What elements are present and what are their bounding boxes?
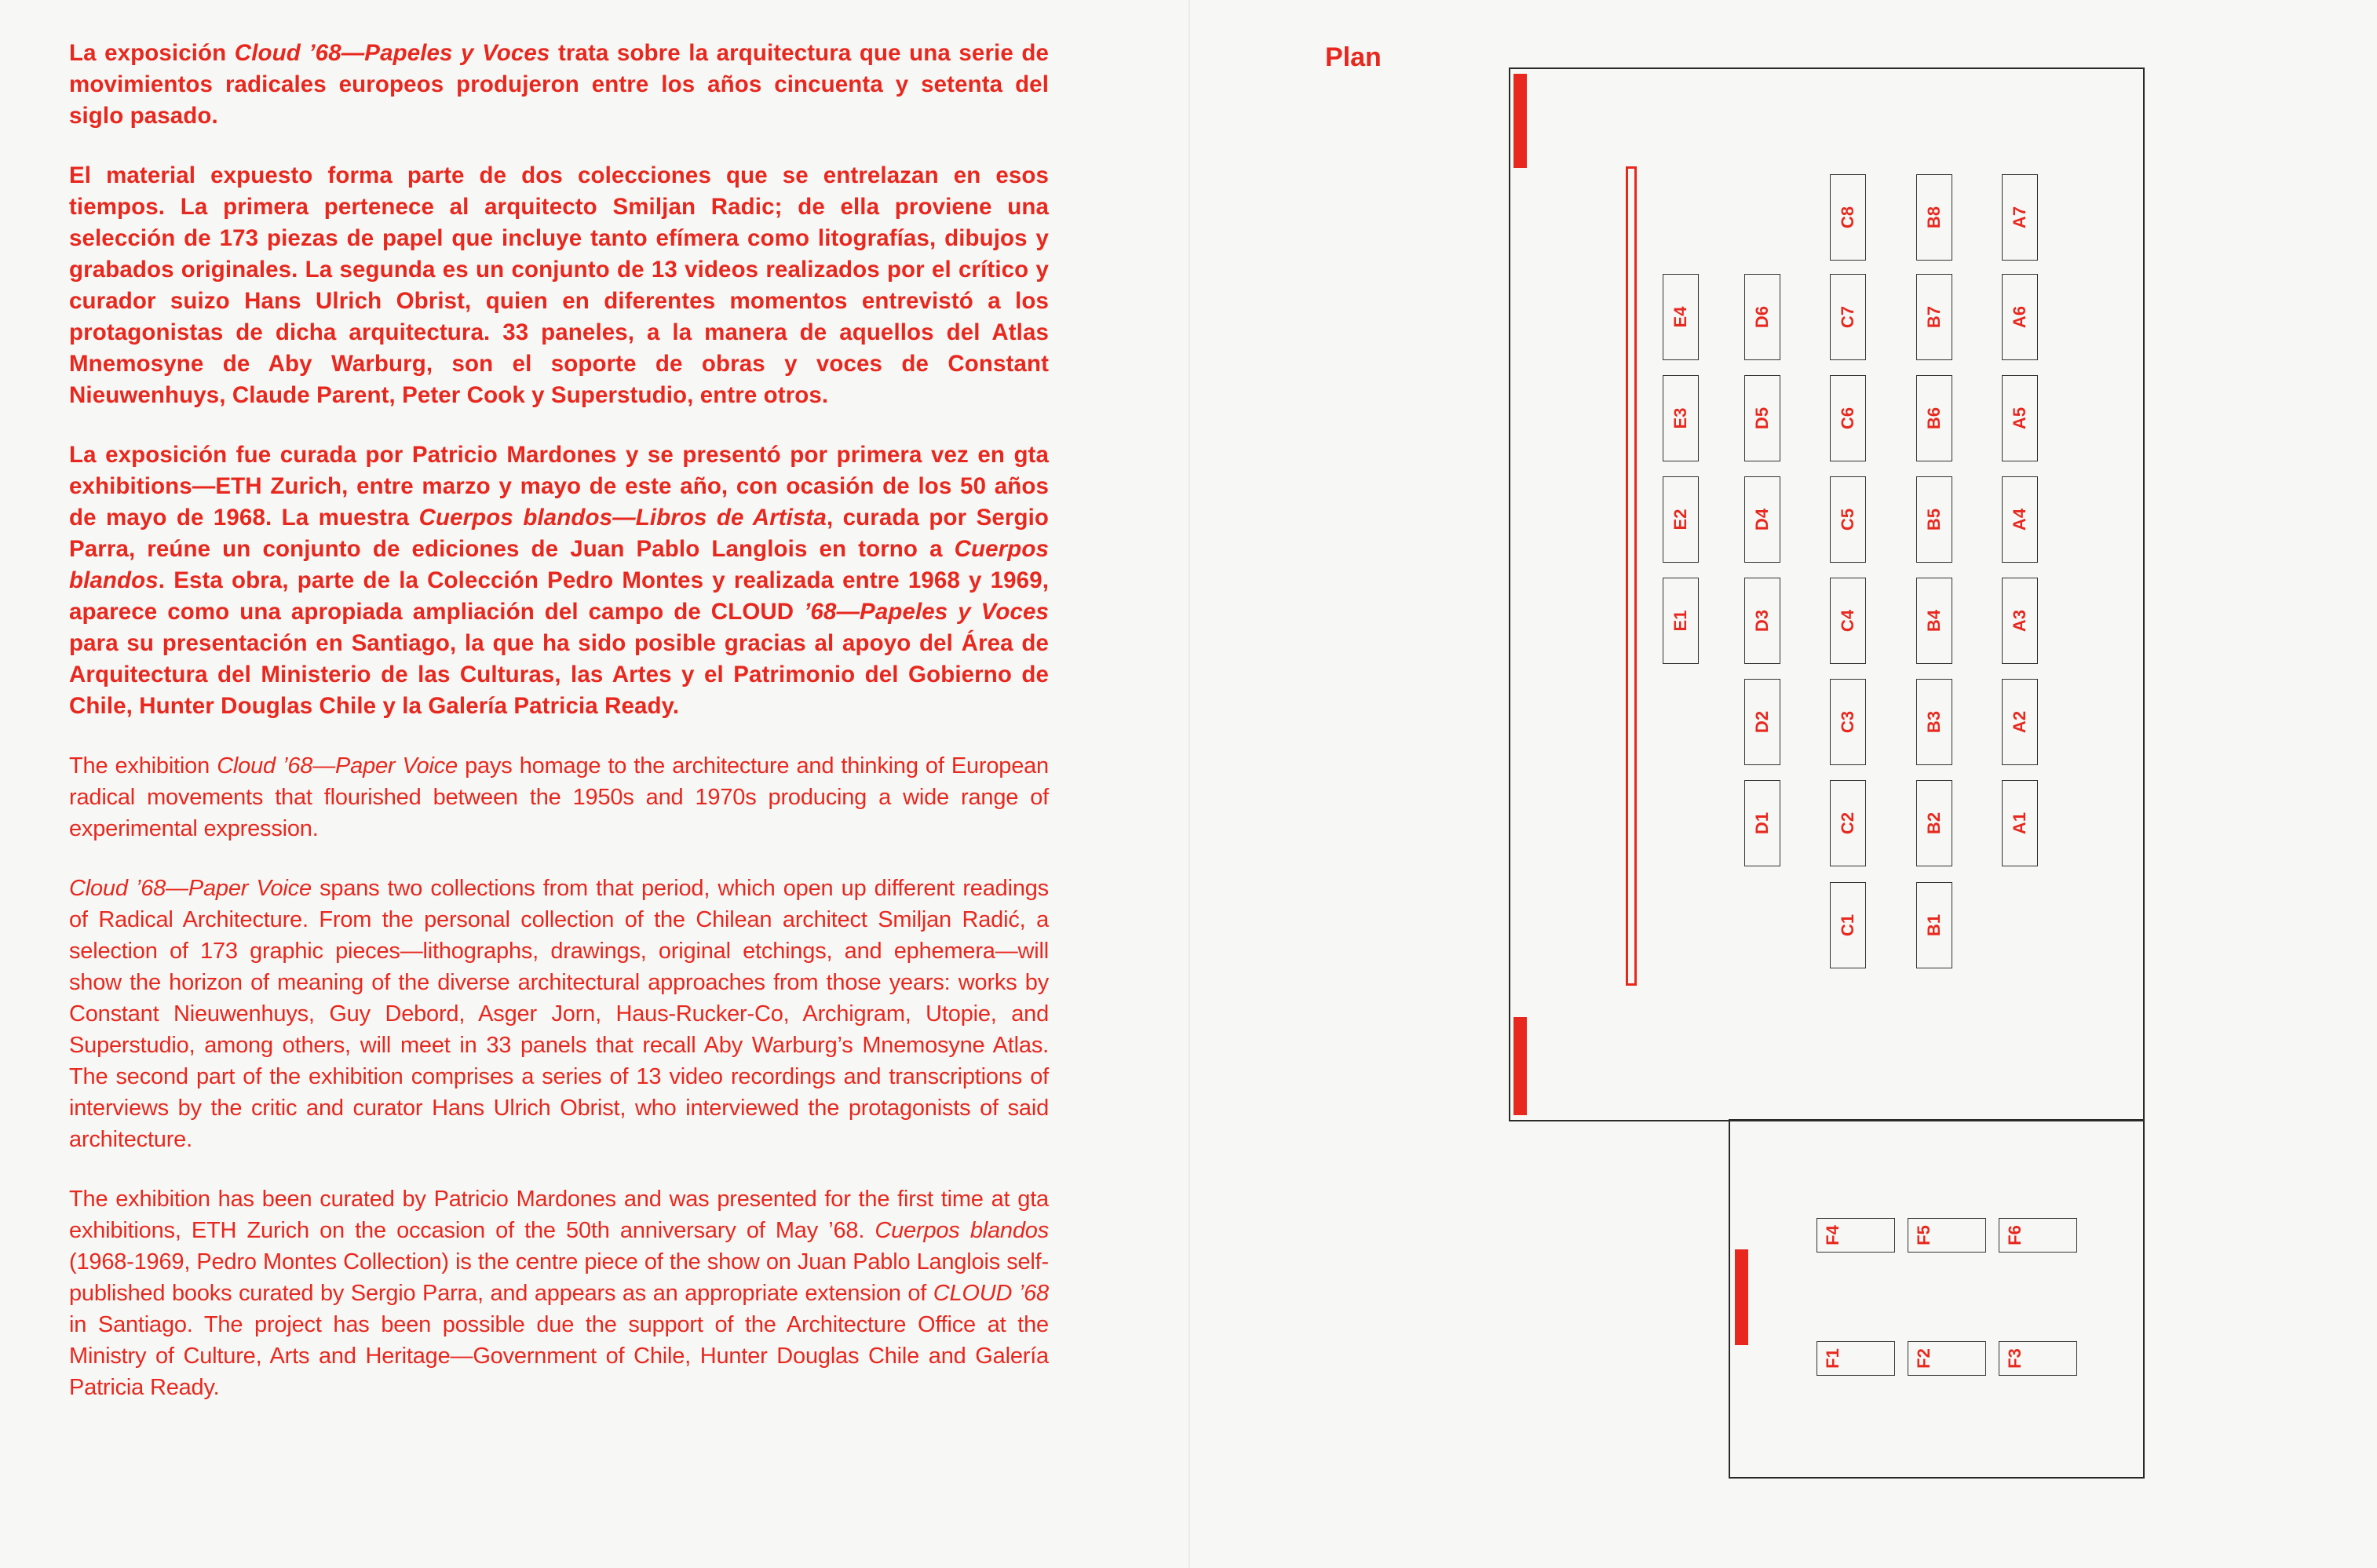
text-segment: The exhibition bbox=[69, 753, 217, 779]
panel-label: B3 bbox=[1924, 710, 1944, 734]
text-segment: Cuerpos blandos bbox=[69, 536, 1049, 593]
panel-label: D6 bbox=[1752, 305, 1772, 329]
panel-label: A1 bbox=[2010, 811, 2029, 835]
exhibit-panel bbox=[1663, 274, 1699, 360]
panel-label: C3 bbox=[1838, 710, 1857, 734]
panel-label: E2 bbox=[1670, 509, 1690, 531]
panel-label: A4 bbox=[2010, 508, 2029, 531]
panel-label: A2 bbox=[2010, 710, 2029, 734]
exhibit-panel bbox=[1916, 476, 1952, 563]
main-hall bbox=[1509, 67, 2145, 1121]
exhibit-panel bbox=[2002, 375, 2038, 461]
text-segment: Cuerpos blandos—Libros de Artista bbox=[418, 505, 827, 531]
exhibit-panel bbox=[1744, 274, 1780, 360]
text-segment: The exhibition has been curated by Patricio Mardones and was presented for the first time at gta exhibitions, ETH Zurich on the occasion of the 50th anniversary of May ’68. bbox=[69, 1187, 1049, 1243]
panel-label: C7 bbox=[1838, 305, 1857, 329]
exhibit-panel bbox=[1744, 780, 1780, 866]
text-segment: Cuerpos blandos bbox=[874, 1218, 1049, 1243]
text-segment: . Esta obra, parte de la Colección Pedro Montes y realizada entre 1968 y 1969, aparece como una apropiada ampliación del campo de CLOUD bbox=[69, 567, 1049, 625]
exhibit-panel bbox=[1916, 274, 1952, 360]
exhibit-panel bbox=[1830, 375, 1866, 461]
paragraph-en bbox=[69, 1183, 1049, 1403]
exhibit-panel bbox=[1916, 882, 1952, 968]
exhibit-panel bbox=[1908, 1341, 1986, 1376]
text-segment: pays homage to the architecture and thinking of European radical movements that flourished between the 1950s and 1970s producing a wide range of experimental expression. bbox=[69, 753, 1049, 841]
exhibit-panel bbox=[2002, 174, 2038, 261]
paragraph-es bbox=[69, 38, 1049, 132]
plan-title: Plan bbox=[1325, 42, 1382, 72]
panel-label: F6 bbox=[2005, 1225, 2025, 1245]
text-segment: La exposición fue curada por Patricio Mardones y se presentó por primera vez en gta exhibitions—ETH Zurich, entre marzo y mayo de este año, con ocasión de los 50 años de mayo de 1968. La muestra bbox=[69, 442, 1049, 531]
panel-label: D1 bbox=[1752, 811, 1772, 835]
paragraph-es bbox=[69, 439, 1049, 722]
paragraph-en bbox=[69, 750, 1049, 844]
panel-label: B7 bbox=[1924, 305, 1944, 329]
exhibit-panel bbox=[1830, 780, 1866, 866]
exhibit-panel bbox=[1830, 578, 1866, 664]
panel-label: D4 bbox=[1752, 508, 1772, 531]
exhibit-panel bbox=[1830, 476, 1866, 563]
exhibit-panel bbox=[2002, 578, 2038, 664]
panel-label: B2 bbox=[1924, 811, 1944, 835]
text-segment: para su presentación en Santiago, la que ha sido posible gracias al apoyo del Área de Arquitectura del Ministerio de las Culturas, las Artes y el Patrimonio del Gobierno de Chile, Hunter Douglas Chile y la Galería Patricia Ready. bbox=[69, 630, 1049, 719]
panel-label: B4 bbox=[1924, 609, 1944, 633]
fold-line bbox=[1188, 0, 1190, 1568]
panel-label: C8 bbox=[1838, 206, 1857, 229]
panel-label: A6 bbox=[2010, 305, 2029, 329]
exhibit-panel bbox=[1663, 476, 1699, 563]
exhibit-panel bbox=[1916, 780, 1952, 866]
exhibit-panel bbox=[1744, 578, 1780, 664]
exhibit-panel bbox=[1817, 1341, 1895, 1376]
exhibit-panel bbox=[2002, 274, 2038, 360]
panel-label: E3 bbox=[1670, 407, 1690, 429]
panel-label: D5 bbox=[1752, 407, 1772, 430]
side-room bbox=[1729, 1119, 2145, 1479]
exhibit-panel bbox=[2002, 780, 2038, 866]
panel-label: F5 bbox=[1914, 1225, 1933, 1245]
exhibit-panel bbox=[2002, 476, 2038, 563]
exhibit-panel bbox=[2002, 679, 2038, 765]
exhibit-panel bbox=[1916, 375, 1952, 461]
text-segment: La exposición bbox=[69, 40, 235, 66]
exhibit-panel bbox=[1999, 1341, 2077, 1376]
panel-label: F2 bbox=[1914, 1348, 1933, 1369]
exhibit-panel bbox=[1916, 578, 1952, 664]
text-column bbox=[69, 38, 1049, 1431]
panel-label: C6 bbox=[1838, 407, 1857, 430]
panel-label: B6 bbox=[1924, 407, 1944, 430]
panel-label: B5 bbox=[1924, 508, 1944, 531]
panel-label: B8 bbox=[1924, 206, 1944, 229]
exhibit-panel bbox=[1830, 274, 1866, 360]
panel-label: F3 bbox=[2005, 1348, 2025, 1369]
entrance-marker-bottom bbox=[1513, 1017, 1527, 1115]
panel-label: A5 bbox=[2010, 407, 2029, 430]
text-segment: in Santiago. The project has been possible due the support of the Architecture Office at the Ministry of Culture, Arts and Heritage—Government of Chile, Hunter Douglas Chile and Galería Patricia Ready. bbox=[69, 1312, 1049, 1400]
text-segment: Cloud ’68—Paper Voice bbox=[217, 753, 458, 779]
paragraph-en bbox=[69, 873, 1049, 1155]
text-segment: El material expuesto forma parte de dos colecciones que se entrelazan en esos tiempos. La primera pertenece al arquitecto Smiljan Radic; de ella proviene una selección de 173 piezas de papel que incluye tanto efímera como litografías, dibujos y grabados originales. La segunda es un conjunto de 13 videos realizados por el crítico y curador suizo Hans Ulrich Obrist, quien en diferentes momentos entrevistó a los protagonistas de dicha arquitectura. 33 paneles, a la manera de aquellos del Atlas Mnemosyne de Aby Warburg, son el soporte de obras y voces de Constant Nieuwenhuys, Claude Parent, Peter Cook y Superstudio, entre otros. bbox=[69, 162, 1049, 408]
exhibit-panel bbox=[1830, 882, 1866, 968]
text-segment: (1968-1969, Pedro Montes Collection) is the centre piece of the show on Juan Pablo Langlois self-published books curated by Sergio Parra, and appears as an appropriate extension of bbox=[69, 1249, 1049, 1306]
exhibit-panel bbox=[1830, 174, 1866, 261]
text-segment: , curada por Sergio Parra, reúne un conjunto de ediciones de Juan Pablo Langlois en torno a bbox=[69, 505, 1049, 562]
exhibit-panel bbox=[1908, 1218, 1986, 1253]
panel-label: B1 bbox=[1924, 913, 1944, 937]
entrance-marker-top bbox=[1513, 74, 1527, 168]
panel-label: C4 bbox=[1838, 609, 1857, 633]
panel-label: A7 bbox=[2010, 206, 2029, 229]
panel-label: C2 bbox=[1838, 811, 1857, 835]
panel-label: F4 bbox=[1823, 1225, 1842, 1245]
exhibit-panel bbox=[1916, 679, 1952, 765]
side-room-entrance-marker bbox=[1735, 1249, 1748, 1345]
exhibit-panel bbox=[1817, 1218, 1895, 1253]
panel-label: E1 bbox=[1670, 610, 1690, 632]
panel-label: D3 bbox=[1752, 609, 1772, 633]
exhibit-panel bbox=[1744, 375, 1780, 461]
exhibit-panel bbox=[1830, 679, 1866, 765]
exhibit-panel bbox=[1744, 679, 1780, 765]
text-segment: ’68—Papeles y Voces bbox=[804, 599, 1050, 625]
panel-label: E4 bbox=[1670, 306, 1690, 328]
text-segment: Cloud ’68—Papeles y Voces bbox=[234, 40, 550, 66]
exhibit-panel bbox=[1744, 476, 1780, 563]
panel-label: D2 bbox=[1752, 710, 1772, 734]
panel-label: A3 bbox=[2010, 609, 2029, 633]
panel-label: C5 bbox=[1838, 508, 1857, 531]
panel-label: F1 bbox=[1823, 1348, 1842, 1369]
panel-label: C1 bbox=[1838, 913, 1857, 937]
text-segment: CLOUD ’68 bbox=[933, 1281, 1049, 1306]
exhibit-panel bbox=[1999, 1218, 2077, 1253]
long-display-wall bbox=[1626, 166, 1637, 986]
exhibit-panel bbox=[1663, 375, 1699, 461]
exhibit-panel bbox=[1916, 174, 1952, 261]
text-segment: trata sobre la arquitectura que una serie de movimientos radicales europeos produjeron entre los años cincuenta y setenta del siglo pasado. bbox=[69, 40, 1049, 129]
text-segment: spans two collections from that period, which open up different readings of Radical Architecture. From the personal collection of the Chilean architect Smiljan Radić, a selection of 173 graphic pieces—lithographs, drawings, original etchings, and ephemera—will show the horizon of meaning of the diverse architectural approaches from those years: works by Constant Nieuwenhuys, Guy Debord, Asger Jorn, Haus-Rucker-Co, Archigram, Utopie, and Superstudio, among others, will meet in 33 panels that recall Aby Warburg’s Mnemosyne Atlas. The second part of the exhibition comprises a series of 13 video recordings and transcriptions of interviews by the critic and curator Hans Ulrich Obrist, who interviewed the protagonists of said architecture. bbox=[69, 876, 1049, 1152]
exhibit-panel bbox=[1663, 578, 1699, 664]
text-segment: Cloud ’68—Paper Voice bbox=[69, 876, 312, 901]
paragraph-es bbox=[69, 160, 1049, 411]
